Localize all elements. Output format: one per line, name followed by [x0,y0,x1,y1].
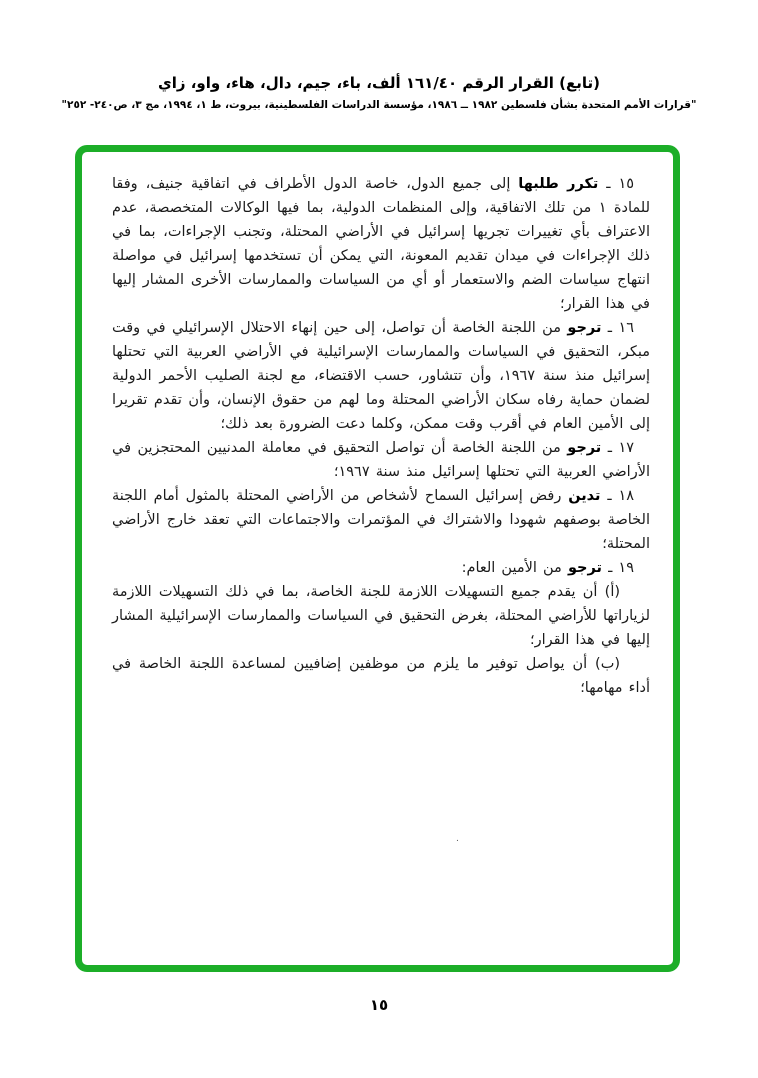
stray-ink-dot: . [456,834,459,844]
paragraph-15 [112,172,650,316]
paragraph-number: ١٦ [618,320,635,336]
paragraph-19 [112,556,650,580]
paragraph-17 [112,436,650,484]
paragraph-number: ١٩ [618,560,634,576]
page-header [0,74,758,111]
resolution-title: (تابع) القرار الرقم ١٦١/٤٠ ألف، باء، جيم، دال، هاء، واو، زاي [157,74,601,92]
paragraph-number: ١٨ [618,488,635,504]
paragraph-dash: ـ [607,320,613,336]
paragraph-dash: ـ [606,176,611,192]
paragraph-lead: ترجو [567,560,602,576]
paragraph-lead: ترجو [567,440,602,456]
paragraph-number: ١٥ [618,176,635,192]
paragraph-body: من اللجنة الخاصة أن تواصل التحقيق في معاملة المدنيين المحتجزين في الأراضي العربية التي تحتلها إسرائيل منذ سنة ١٩٦٧؛ [112,440,650,480]
paragraph-number: ١٧ [618,440,635,456]
paragraph-lead: تكرر طلبها [518,176,599,192]
paragraph-body: رفض إسرائيل السماح لأشخاص من الأراضي المحتلة بالمثول أمام اللجنة الخاصة بوصفهم شهودا والاشتراك في المؤتمرات والاجتماعات التي تعقد خارج الأراضي المحتلة؛ [112,488,650,552]
paragraph-body: إلى جميع الدول، خاصة الدول الأطراف في اتفاقية جنيف، وفقا للمادة ١ من تلك الاتفاقية، وإلى المنظمات الدولية، بما فيها الوكالات المتخصصة، عدم الاعتراف بأي تغييرات تجريها إسرائيل في الأراضي المحتلة، وتجنب الإجراءات، بما في ذلك الإجراءات في ميدان تقديم المعونة، التي يمكن أن تستخدمها إسرائيل في مواصلة انتهاج سياسات الضم والاستعمار أو أي من السياسات والممارسات الأخرى المشار إليها في هذا القرار؛ [112,176,650,312]
paragraph-dash: ـ [608,560,613,576]
paragraph-body: من اللجنة الخاصة أن تواصل، إلى حين إنهاء الاحتلال الإسرائيلي في وقت مبكر، التحقيق في السياسات والممارسات الإسرائيلية في الأراضي العربية التي تحتلها إسرائيل منذ سنة ١٩٦٧، وأن تتشاور، حسب الاقتضاء، مع لجنة الصليب الأحمر الدولية لضمان حماية رفاه سكان الأراضي المحتلة وما لهم من حقوق الإنسان، وأن تقدم تقريرا إلى الأمين العام في أقرب وقت ممكن، وكلما دعت الضرورة بعد ذلك؛ [112,320,651,432]
subitem-b [112,652,650,700]
subitem-body: أن يقدم جميع التسهيلات اللازمة للجنة الخاصة، بما في ذلك التسهيلات اللازمة لزياراتها للأراضي المحتلة، بغرض التحقيق في السياسات والممارسات الإسرائيلية المشار إليها في هذا القرار؛ [112,584,650,648]
subitem-a [112,580,650,652]
subitem-marker: (أ) [604,584,620,600]
paragraph-16 [112,316,650,436]
paragraph-dash: ـ [607,440,612,456]
resolution-text [112,172,650,700]
page-number: ١٥ [369,996,389,1014]
source-citation: "قرارات الأمم المتحدة بشأن فلسطين ١٩٨٢ ــ ١٩٨٦، مؤسسة الدراسات الفلسطينية، بيروت، ط ١، ١٩٩٤، مج ٣، ص٢٤٠- ٢٥٢" [61,99,697,111]
paragraph-lead: ترجو [567,320,602,336]
paragraph-body: من الأمين العام: [461,560,562,576]
paragraph-18 [112,484,650,556]
subitem-body: أن يواصل توفير ما يلزم من موظفين إضافيين لمساعدة اللجنة الخاصة في أداء مهامها؛ [112,656,650,696]
paragraph-dash: ـ [607,488,612,504]
subitem-marker: (ب) [595,656,620,672]
paragraph-lead: تدين [568,488,601,504]
